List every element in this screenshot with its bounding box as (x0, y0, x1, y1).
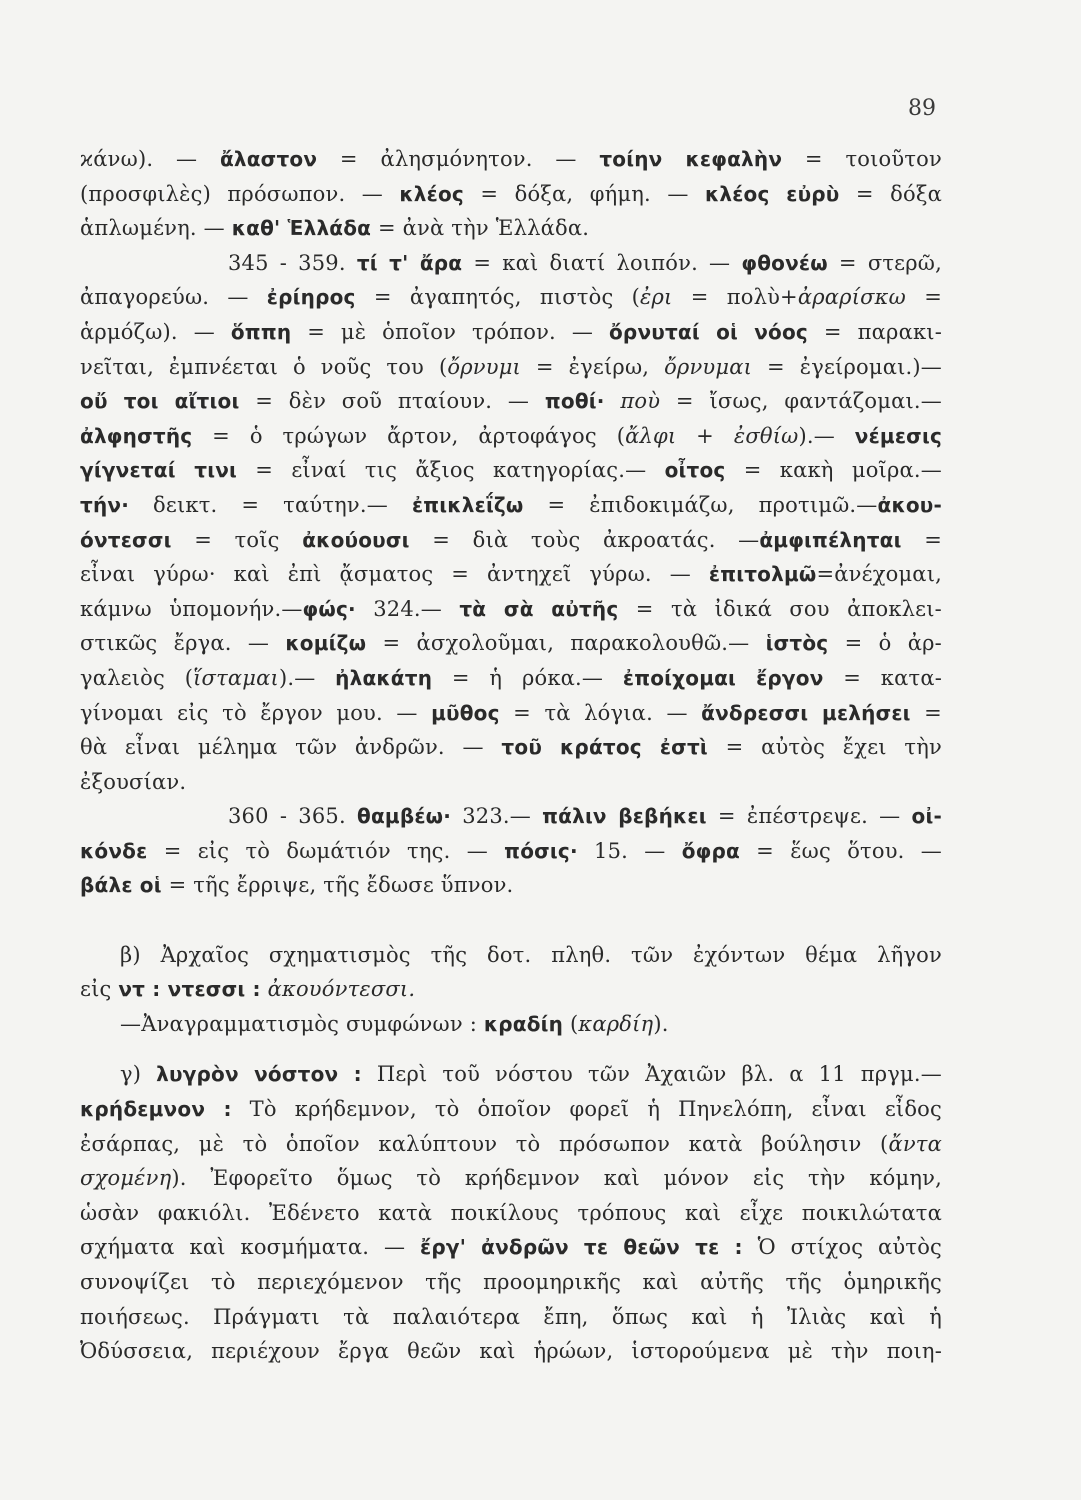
spacer (80, 1041, 942, 1057)
text-line: β) Ἀρχαῖος σχηματισμὸς τῆς δοτ. πληθ. τῶν ἐχόντων θέμα λῆγον (120, 942, 942, 967)
text-line: ἐσάρπας, μὲ τὸ ὁποῖον καλύπτουν τὸ πρόσωπον κατὰ βούλησιν (ἄντα (80, 1131, 942, 1156)
text-line: ὡσὰν φακιόλι. Ἐδένετο κατὰ ποικίλους τρόπους καὶ εἶχε ποικιλώτατα (80, 1200, 942, 1225)
text-line: (προσφιλὲς) πρόσωπον. — κλέος = δόξα, φήμη. — κλέος εὐρὺ = δόξα (80, 181, 942, 206)
text-line: συνοψίζει τὸ περιεχόμενον τῆς προομηρικῆς καὶ αὐτῆς τῆς ὁμηρικῆς (80, 1270, 942, 1294)
paragraph-notes-345 (80, 246, 942, 800)
text-line: θὰ εἶναι μέλημα τῶν ἀνδρῶν. — τοῦ κράτος ἐστὶ = αὐτὸς ἔχει τὴν (80, 735, 942, 760)
text-line: ϰάνω). — ἄλαστον = ἀλησμόνητον. — τοίην κεφαλὴν = τοιοῦτον (80, 147, 942, 171)
text-line: γίγνεταί τινι = εἶναί τις ἄξιος κατηγορίας.— οἶτος = κακὴ μοῖρα.— (80, 458, 942, 483)
text-line: ἀπαγορεύω. — ἐρίηρος = ἀγαπητός, πιστὸς (ἐρι = πολὺ+ἀραρίσκω = (80, 285, 942, 310)
text-line: 345 - 359. τί τ' ἄρα = καὶ διατί λοιπόν. — φθονέω = στερῶ, (228, 250, 942, 275)
text-line: ἁπλωμένη. — καθ' Ἑλλάδα = ἀνὰ τὴν Ἑλλάδα. (80, 216, 590, 241)
paragraph-notes-1 (80, 142, 942, 246)
text-line: νεῖται, ἐμπνέεται ὁ νοῦς του (ὄρνυμι = ἐγείρω, ὄρνυμαι = ἐγείρομαι.)— (80, 354, 942, 379)
paragraph-gamma (80, 1057, 942, 1368)
text-line: σχήματα καὶ κοσμήματα. — ἔργ' ἀνδρῶν τε θεῶν τε : Ὁ στίχος αὐτὸς (80, 1235, 943, 1260)
text-line: Ὀδύσσεια, περιέχουν ἔργα θεῶν καὶ ἡρώων, ἱστορούμενα μὲ τὴν ποιη- (80, 1339, 942, 1364)
text-line: ἐξουσίαν. (80, 769, 187, 794)
text-line: —Ἀναγραμματισμὸς συμφώνων : κραδίη (καρδίη). (120, 1011, 669, 1036)
text-line: ἁρμόζω). — ὅππη = μὲ ὁποῖον τρόπον. — ὄρνυταί οἱ νόος = παρακι- (80, 319, 943, 344)
text-line: τήν· δεικτ. = ταύτην.— ἐπικλεΐζω = ἐπιδοκιμάζω, προτιμῶ.—ἀκου- (80, 492, 942, 517)
text-line: γ) λυγρὸν νόστον : Περὶ τοῦ νόστου τῶν Ἀχαιῶν βλ. α 11 πργμ.— (120, 1062, 942, 1087)
text-line: βάλε οἱ = τῆς ἔρριψε, τῆς ἔδωσε ὕπνον. (80, 873, 514, 898)
commentary-text (80, 142, 942, 1369)
text-line: σχομένη). Ἐφορεῖτο ὅμως τὸ κρήδεμνον καὶ μόνον εἰς τὴν κόμην, (80, 1166, 942, 1191)
text-line: εἰς ντ : ντεσσι : ἀκουόντεσσι. (80, 977, 416, 1002)
text-line: 360 - 365. θαμβέω· 323.— πάλιν βεβήκει = ἐπέστρεψε. — οἰ- (228, 804, 942, 829)
page-number: 89 (908, 96, 936, 121)
text-line: εἶναι γύρω· καὶ ἐπὶ ᾄσματος = ἀντηχεῖ γύρω. — ἐπιτολμῶ=ἀνέχομαι, (80, 562, 942, 587)
text-line: ἀλφηστῆς = ὁ τρώγων ἄρτον, ἀρτοφάγος (ἄλφι + ἐσθίω).— νέμεσις (80, 423, 943, 448)
text-line: οὔ τοι αἴτιοι = δὲν σοῦ πταίουν. — ποθί· ποὺ = ἴσως, φαντάζομαι.— (80, 389, 942, 414)
text-line: κρήδεμνον : Τὸ κρήδεμνον, τὸ ὁποῖον φορεῖ ἡ Πηνελόπη, εἶναι εἶδος (80, 1097, 942, 1122)
text-line: γαλειὸς (ἵσταμαι).— ἠλακάτη = ἡ ρόκα.— ἐποίχομαι ἔργον = κατα- (80, 665, 943, 690)
paragraph-notes-360 (80, 799, 942, 903)
paragraph-beta (80, 938, 942, 1042)
text-line: κάμνω ὑπομονήν.—φώς· 324.— τὰ σὰ αὐτῆς = τὰ ἰδικά σου ἀποκλει- (80, 596, 942, 621)
text-line: στικῶς ἔργα. — κομίζω = ἀσχολοῦμαι, παρακολουθῶ.— ἱστὸς = ὁ ἀρ- (80, 631, 942, 656)
spacer (80, 903, 942, 938)
text-line: ποιήσεως. Πράγματι τὰ παλαιότερα ἔπη, ὅπως καὶ ἡ Ἰλιὰς καὶ ἡ (80, 1304, 942, 1329)
text-line: κόνδε = εἰς τὸ δωμάτιόν της. — πόσις· 15. — ὄφρα = ἕως ὅτου. — (80, 838, 942, 863)
text-line: όντεσσι = τοῖς ἀκούουσι = διὰ τοὺς ἀκροατάς. —ἀμφιπέληται = (80, 527, 942, 552)
text-line: γίνομαι εἰς τὸ ἔργον μου. — μῦθος = τὰ λόγια. — ἄνδρεσσι μελήσει = (80, 700, 942, 725)
